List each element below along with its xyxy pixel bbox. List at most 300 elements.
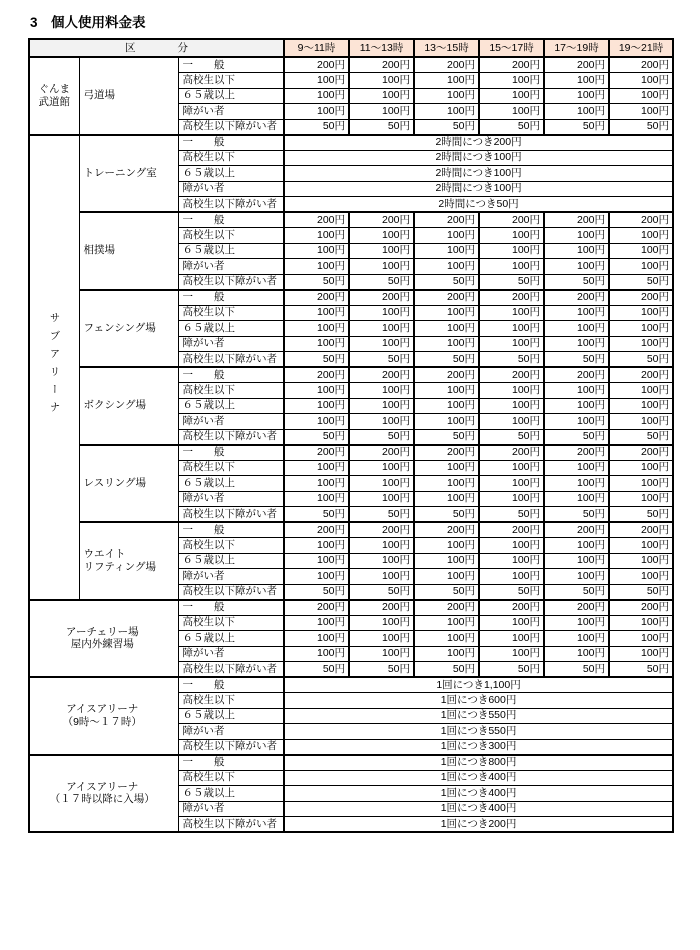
category-label: 高校生以下 <box>178 770 284 786</box>
category-label: 障がい者 <box>178 259 284 275</box>
fee-cell-merged-training-room-3: 2時間につき100円 <box>284 181 673 197</box>
fee-cell-sumo-ring-3-5: 100円 <box>609 259 673 275</box>
category-label: 高校生以下障がい者 <box>178 507 284 523</box>
fee-row-kyudo-range-0 <box>29 57 673 73</box>
fee-cell-wrestling-hall-0-0: 200円 <box>284 445 349 461</box>
fee-cell-merged-ice-arena-after-17-1: 1回につき400円 <box>284 770 673 786</box>
fee-cell-wrestling-hall-4-1: 50円 <box>349 507 414 523</box>
category-label: 高校生以下障がい者 <box>178 662 284 678</box>
fee-cell-wrestling-hall-3-3: 100円 <box>479 491 544 507</box>
fee-cell-fencing-hall-4-3: 50円 <box>479 352 544 368</box>
fee-cell-kyudo-range-3-2: 100円 <box>414 104 479 120</box>
fee-cell-sumo-ring-1-2: 100円 <box>414 228 479 244</box>
category-label: ６５歳以上 <box>178 476 284 492</box>
fee-cell-fencing-hall-4-2: 50円 <box>414 352 479 368</box>
fee-cell-weightlifting-hall-3-0: 100円 <box>284 569 349 585</box>
fee-cell-weightlifting-hall-2-3: 100円 <box>479 553 544 569</box>
group-label-gunma-budokan: ぐんま 武道館 <box>29 57 79 135</box>
fee-cell-sumo-ring-2-5: 100円 <box>609 243 673 259</box>
fee-cell-boxing-hall-1-1: 100円 <box>349 383 414 399</box>
group-label-text: サブアリーナ <box>48 311 61 419</box>
fee-cell-weightlifting-hall-0-2: 200円 <box>414 522 479 538</box>
fee-cell-merged-training-room-4: 2時間につき50円 <box>284 197 673 213</box>
category-label: 障がい者 <box>178 801 284 817</box>
fee-cell-kyudo-range-3-5: 100円 <box>609 104 673 120</box>
fee-cell-weightlifting-hall-0-0: 200円 <box>284 522 349 538</box>
fee-cell-fencing-hall-3-4: 100円 <box>544 336 609 352</box>
fee-cell-archery-practice-range-0-5: 200円 <box>609 600 673 616</box>
category-label: 高校生以下障がい者 <box>178 817 284 833</box>
category-label: 一 般 <box>178 367 284 383</box>
fee-cell-boxing-hall-3-3: 100円 <box>479 414 544 430</box>
fee-cell-sumo-ring-4-1: 50円 <box>349 274 414 290</box>
fee-cell-weightlifting-hall-3-5: 100円 <box>609 569 673 585</box>
facility-label-training-room: トレーニング室 <box>79 135 178 213</box>
fee-cell-sumo-ring-3-0: 100円 <box>284 259 349 275</box>
category-label: 高校生以下 <box>178 305 284 321</box>
category-label: ６５歳以上 <box>178 631 284 647</box>
fee-cell-boxing-hall-3-4: 100円 <box>544 414 609 430</box>
category-label: 高校生以下 <box>178 693 284 709</box>
fee-cell-kyudo-range-2-3: 100円 <box>479 88 544 104</box>
fee-cell-kyudo-range-4-5: 50円 <box>609 119 673 135</box>
fee-cell-weightlifting-hall-0-5: 200円 <box>609 522 673 538</box>
category-label: 障がい者 <box>178 491 284 507</box>
fee-cell-sumo-ring-2-3: 100円 <box>479 243 544 259</box>
fee-cell-archery-practice-range-2-2: 100円 <box>414 631 479 647</box>
fee-cell-weightlifting-hall-1-0: 100円 <box>284 538 349 554</box>
fee-cell-wrestling-hall-2-3: 100円 <box>479 476 544 492</box>
fee-cell-kyudo-range-2-2: 100円 <box>414 88 479 104</box>
fee-row-boxing-hall-0 <box>29 367 673 383</box>
fee-cell-sumo-ring-3-1: 100円 <box>349 259 414 275</box>
category-label: 高校生以下障がい者 <box>178 352 284 368</box>
fee-cell-fencing-hall-0-4: 200円 <box>544 290 609 306</box>
fee-cell-boxing-hall-2-4: 100円 <box>544 398 609 414</box>
category-label: 障がい者 <box>178 104 284 120</box>
category-label: 高校生以下 <box>178 228 284 244</box>
fee-cell-wrestling-hall-1-1: 100円 <box>349 460 414 476</box>
fee-cell-wrestling-hall-3-2: 100円 <box>414 491 479 507</box>
category-label: 一 般 <box>178 212 284 228</box>
fee-cell-fencing-hall-3-5: 100円 <box>609 336 673 352</box>
fee-cell-archery-practice-range-0-1: 200円 <box>349 600 414 616</box>
column-header-timeslot-1: 11～13時 <box>349 39 414 57</box>
fee-cell-boxing-hall-3-0: 100円 <box>284 414 349 430</box>
fee-cell-sumo-ring-2-0: 100円 <box>284 243 349 259</box>
fee-cell-kyudo-range-2-0: 100円 <box>284 88 349 104</box>
fee-cell-weightlifting-hall-1-5: 100円 <box>609 538 673 554</box>
fee-cell-fencing-hall-1-0: 100円 <box>284 305 349 321</box>
fee-cell-weightlifting-hall-3-4: 100円 <box>544 569 609 585</box>
fee-cell-merged-ice-arena-daytime-4: 1回につき300円 <box>284 739 673 755</box>
fee-cell-fencing-hall-1-5: 100円 <box>609 305 673 321</box>
fee-cell-sumo-ring-0-4: 200円 <box>544 212 609 228</box>
fee-cell-sumo-ring-4-3: 50円 <box>479 274 544 290</box>
fee-cell-wrestling-hall-2-2: 100円 <box>414 476 479 492</box>
category-label: 高校生以下 <box>178 538 284 554</box>
category-label: ６５歳以上 <box>178 398 284 414</box>
fee-cell-boxing-hall-1-2: 100円 <box>414 383 479 399</box>
fee-cell-weightlifting-hall-2-4: 100円 <box>544 553 609 569</box>
fee-cell-kyudo-range-4-2: 50円 <box>414 119 479 135</box>
fee-cell-wrestling-hall-4-3: 50円 <box>479 507 544 523</box>
fee-cell-weightlifting-hall-3-3: 100円 <box>479 569 544 585</box>
fee-cell-weightlifting-hall-4-3: 50円 <box>479 584 544 600</box>
fee-cell-weightlifting-hall-0-1: 200円 <box>349 522 414 538</box>
fee-cell-weightlifting-hall-1-3: 100円 <box>479 538 544 554</box>
fee-cell-wrestling-hall-4-0: 50円 <box>284 507 349 523</box>
fee-cell-wrestling-hall-2-5: 100円 <box>609 476 673 492</box>
column-header-timeslot-2: 13～15時 <box>414 39 479 57</box>
fee-cell-wrestling-hall-3-4: 100円 <box>544 491 609 507</box>
category-label: 障がい者 <box>178 414 284 430</box>
fee-cell-archery-practice-range-4-5: 50円 <box>609 662 673 678</box>
fee-cell-archery-practice-range-1-2: 100円 <box>414 615 479 631</box>
fee-cell-fencing-hall-0-2: 200円 <box>414 290 479 306</box>
category-label: 一 般 <box>178 677 284 693</box>
fee-cell-sumo-ring-2-1: 100円 <box>349 243 414 259</box>
fee-cell-sumo-ring-3-4: 100円 <box>544 259 609 275</box>
category-label: ６５歳以上 <box>178 243 284 259</box>
fee-cell-boxing-hall-2-1: 100円 <box>349 398 414 414</box>
fee-cell-wrestling-hall-4-2: 50円 <box>414 507 479 523</box>
fee-cell-archery-practice-range-1-5: 100円 <box>609 615 673 631</box>
category-label: 高校生以下障がい者 <box>178 119 284 135</box>
fee-cell-merged-ice-arena-after-17-3: 1回につき400円 <box>284 801 673 817</box>
fee-cell-wrestling-hall-1-3: 100円 <box>479 460 544 476</box>
fee-cell-archery-practice-range-1-0: 100円 <box>284 615 349 631</box>
fee-cell-merged-training-room-1: 2時間につき100円 <box>284 150 673 166</box>
column-header-category: 区 分 <box>29 39 284 57</box>
fee-cell-boxing-hall-2-5: 100円 <box>609 398 673 414</box>
fee-cell-wrestling-hall-0-1: 200円 <box>349 445 414 461</box>
category-label: 一 般 <box>178 290 284 306</box>
fee-cell-wrestling-hall-4-4: 50円 <box>544 507 609 523</box>
fee-cell-archery-practice-range-3-3: 100円 <box>479 646 544 662</box>
fee-cell-sumo-ring-1-5: 100円 <box>609 228 673 244</box>
category-label: 高校生以下障がい者 <box>178 584 284 600</box>
fee-cell-archery-practice-range-1-1: 100円 <box>349 615 414 631</box>
fee-table-header <box>29 39 673 57</box>
fee-row-archery-practice-range-0 <box>29 600 673 616</box>
fee-cell-boxing-hall-4-0: 50円 <box>284 429 349 445</box>
fee-cell-sumo-ring-0-1: 200円 <box>349 212 414 228</box>
category-label: 高校生以下 <box>178 73 284 89</box>
fee-cell-kyudo-range-0-5: 200円 <box>609 57 673 73</box>
fee-cell-wrestling-hall-0-4: 200円 <box>544 445 609 461</box>
category-label: ６５歳以上 <box>178 786 284 802</box>
fee-cell-merged-ice-arena-daytime-2: 1回につき550円 <box>284 708 673 724</box>
fee-row-training-room-0 <box>29 135 673 151</box>
category-label: 高校生以下 <box>178 150 284 166</box>
fee-cell-kyudo-range-1-4: 100円 <box>544 73 609 89</box>
category-label: 一 般 <box>178 135 284 151</box>
fee-cell-fencing-hall-3-0: 100円 <box>284 336 349 352</box>
fee-cell-fencing-hall-0-3: 200円 <box>479 290 544 306</box>
fee-cell-fencing-hall-0-1: 200円 <box>349 290 414 306</box>
fee-cell-wrestling-hall-2-0: 100円 <box>284 476 349 492</box>
fee-cell-wrestling-hall-3-1: 100円 <box>349 491 414 507</box>
fee-cell-kyudo-range-2-4: 100円 <box>544 88 609 104</box>
fee-cell-boxing-hall-1-0: 100円 <box>284 383 349 399</box>
fee-cell-kyudo-range-3-0: 100円 <box>284 104 349 120</box>
fee-cell-weightlifting-hall-1-1: 100円 <box>349 538 414 554</box>
fee-cell-sumo-ring-2-4: 100円 <box>544 243 609 259</box>
fee-row-fencing-hall-0 <box>29 290 673 306</box>
category-label: 高校生以下 <box>178 615 284 631</box>
fee-table <box>28 38 674 833</box>
category-label: 障がい者 <box>178 569 284 585</box>
fee-cell-fencing-hall-2-0: 100円 <box>284 321 349 337</box>
fee-cell-kyudo-range-3-3: 100円 <box>479 104 544 120</box>
fee-cell-fencing-hall-1-3: 100円 <box>479 305 544 321</box>
fee-cell-boxing-hall-1-5: 100円 <box>609 383 673 399</box>
category-label: 一 般 <box>178 522 284 538</box>
fee-cell-archery-practice-range-3-2: 100円 <box>414 646 479 662</box>
facility-label-ice-arena-daytime: アイスアリーナ （9時～１７時） <box>29 677 178 755</box>
fee-cell-sumo-ring-1-4: 100円 <box>544 228 609 244</box>
category-label: 一 般 <box>178 57 284 73</box>
fee-cell-wrestling-hall-0-5: 200円 <box>609 445 673 461</box>
fee-cell-archery-practice-range-4-4: 50円 <box>544 662 609 678</box>
fee-cell-archery-practice-range-0-0: 200円 <box>284 600 349 616</box>
fee-cell-wrestling-hall-4-5: 50円 <box>609 507 673 523</box>
fee-cell-archery-practice-range-4-1: 50円 <box>349 662 414 678</box>
fee-cell-boxing-hall-0-2: 200円 <box>414 367 479 383</box>
fee-cell-kyudo-range-0-4: 200円 <box>544 57 609 73</box>
fee-cell-boxing-hall-4-3: 50円 <box>479 429 544 445</box>
fee-cell-weightlifting-hall-1-2: 100円 <box>414 538 479 554</box>
category-label: 一 般 <box>178 445 284 461</box>
fee-cell-weightlifting-hall-4-5: 50円 <box>609 584 673 600</box>
fee-cell-sumo-ring-0-0: 200円 <box>284 212 349 228</box>
facility-label-sumo-ring: 相撲場 <box>79 212 178 290</box>
fee-cell-archery-practice-range-4-2: 50円 <box>414 662 479 678</box>
category-label: 高校生以下障がい者 <box>178 429 284 445</box>
fee-cell-weightlifting-hall-0-3: 200円 <box>479 522 544 538</box>
group-label-sub-arena <box>29 135 79 600</box>
fee-cell-archery-practice-range-1-3: 100円 <box>479 615 544 631</box>
fee-cell-kyudo-range-1-2: 100円 <box>414 73 479 89</box>
fee-cell-kyudo-range-2-5: 100円 <box>609 88 673 104</box>
fee-cell-kyudo-range-1-1: 100円 <box>349 73 414 89</box>
fee-cell-kyudo-range-0-0: 200円 <box>284 57 349 73</box>
fee-cell-archery-practice-range-2-1: 100円 <box>349 631 414 647</box>
facility-label-wrestling-hall: レスリング場 <box>79 445 178 523</box>
fee-cell-fencing-hall-2-1: 100円 <box>349 321 414 337</box>
fee-cell-archery-practice-range-1-4: 100円 <box>544 615 609 631</box>
fee-cell-merged-ice-arena-daytime-0: 1回につき1,100円 <box>284 677 673 693</box>
fee-cell-wrestling-hall-1-2: 100円 <box>414 460 479 476</box>
fee-cell-kyudo-range-4-0: 50円 <box>284 119 349 135</box>
facility-label-weightlifting-hall: ウエイト リフティング場 <box>79 522 178 600</box>
fee-cell-sumo-ring-4-4: 50円 <box>544 274 609 290</box>
category-label: 高校生以下 <box>178 460 284 476</box>
fee-cell-archery-practice-range-0-2: 200円 <box>414 600 479 616</box>
fee-cell-fencing-hall-1-2: 100円 <box>414 305 479 321</box>
fee-cell-merged-training-room-2: 2時間につき100円 <box>284 166 673 182</box>
fee-cell-fencing-hall-4-1: 50円 <box>349 352 414 368</box>
fee-cell-kyudo-range-0-2: 200円 <box>414 57 479 73</box>
category-label: 障がい者 <box>178 724 284 740</box>
fee-cell-fencing-hall-2-5: 100円 <box>609 321 673 337</box>
fee-cell-wrestling-hall-3-5: 100円 <box>609 491 673 507</box>
fee-cell-sumo-ring-1-3: 100円 <box>479 228 544 244</box>
fee-cell-fencing-hall-1-1: 100円 <box>349 305 414 321</box>
category-label: 障がい者 <box>178 646 284 662</box>
fee-cell-kyudo-range-3-1: 100円 <box>349 104 414 120</box>
fee-cell-fencing-hall-4-5: 50円 <box>609 352 673 368</box>
fee-cell-boxing-hall-2-2: 100円 <box>414 398 479 414</box>
fee-cell-wrestling-hall-1-4: 100円 <box>544 460 609 476</box>
fee-cell-archery-practice-range-4-3: 50円 <box>479 662 544 678</box>
fee-cell-sumo-ring-4-5: 50円 <box>609 274 673 290</box>
fee-cell-weightlifting-hall-3-2: 100円 <box>414 569 479 585</box>
fee-cell-fencing-hall-3-1: 100円 <box>349 336 414 352</box>
fee-cell-weightlifting-hall-0-4: 200円 <box>544 522 609 538</box>
fee-cell-weightlifting-hall-4-1: 50円 <box>349 584 414 600</box>
fee-cell-boxing-hall-1-3: 100円 <box>479 383 544 399</box>
fee-row-ice-arena-daytime-0 <box>29 677 673 693</box>
category-label: ６５歳以上 <box>178 88 284 104</box>
fee-cell-boxing-hall-0-0: 200円 <box>284 367 349 383</box>
fee-cell-weightlifting-hall-2-1: 100円 <box>349 553 414 569</box>
fee-cell-weightlifting-hall-2-0: 100円 <box>284 553 349 569</box>
category-label: ６５歳以上 <box>178 321 284 337</box>
fee-cell-sumo-ring-4-0: 50円 <box>284 274 349 290</box>
fee-cell-boxing-hall-2-3: 100円 <box>479 398 544 414</box>
fee-cell-boxing-hall-4-1: 50円 <box>349 429 414 445</box>
category-label: ６５歳以上 <box>178 708 284 724</box>
category-label: 障がい者 <box>178 181 284 197</box>
fee-cell-sumo-ring-3-2: 100円 <box>414 259 479 275</box>
fee-cell-fencing-hall-0-5: 200円 <box>609 290 673 306</box>
fee-cell-boxing-hall-0-3: 200円 <box>479 367 544 383</box>
fee-cell-wrestling-hall-3-0: 100円 <box>284 491 349 507</box>
fee-cell-wrestling-hall-2-1: 100円 <box>349 476 414 492</box>
fee-cell-boxing-hall-0-1: 200円 <box>349 367 414 383</box>
fee-cell-fencing-hall-0-0: 200円 <box>284 290 349 306</box>
fee-cell-sumo-ring-1-0: 100円 <box>284 228 349 244</box>
fee-cell-fencing-hall-1-4: 100円 <box>544 305 609 321</box>
category-label: 障がい者 <box>178 336 284 352</box>
fee-cell-merged-training-room-0: 2時間につき200円 <box>284 135 673 151</box>
column-header-timeslot-4: 17～19時 <box>544 39 609 57</box>
facility-label-archery-practice-range: アーチェリー場 屋内外練習場 <box>29 600 178 678</box>
facility-label-boxing-hall: ボクシング場 <box>79 367 178 445</box>
fee-cell-boxing-hall-3-5: 100円 <box>609 414 673 430</box>
fee-cell-weightlifting-hall-2-2: 100円 <box>414 553 479 569</box>
fee-cell-archery-practice-range-3-1: 100円 <box>349 646 414 662</box>
fee-cell-wrestling-hall-2-4: 100円 <box>544 476 609 492</box>
page-title: 3 個人使用料金表 <box>30 15 146 30</box>
fee-cell-merged-ice-arena-after-17-2: 1回につき400円 <box>284 786 673 802</box>
category-label: 高校生以下障がい者 <box>178 739 284 755</box>
category-label: 高校生以下障がい者 <box>178 274 284 290</box>
fee-cell-kyudo-range-0-3: 200円 <box>479 57 544 73</box>
category-label: 一 般 <box>178 755 284 771</box>
column-header-timeslot-0: 9～11時 <box>284 39 349 57</box>
fee-cell-kyudo-range-2-1: 100円 <box>349 88 414 104</box>
fee-cell-fencing-hall-4-0: 50円 <box>284 352 349 368</box>
fee-cell-boxing-hall-1-4: 100円 <box>544 383 609 399</box>
fee-cell-archery-practice-range-3-4: 100円 <box>544 646 609 662</box>
fee-cell-archery-practice-range-2-4: 100円 <box>544 631 609 647</box>
fee-cell-archery-practice-range-3-0: 100円 <box>284 646 349 662</box>
fee-cell-weightlifting-hall-4-2: 50円 <box>414 584 479 600</box>
fee-cell-boxing-hall-2-0: 100円 <box>284 398 349 414</box>
fee-cell-sumo-ring-3-3: 100円 <box>479 259 544 275</box>
fee-cell-kyudo-range-4-3: 50円 <box>479 119 544 135</box>
fee-cell-boxing-hall-4-5: 50円 <box>609 429 673 445</box>
fee-cell-archery-practice-range-2-0: 100円 <box>284 631 349 647</box>
category-label: 高校生以下 <box>178 383 284 399</box>
fee-cell-boxing-hall-4-4: 50円 <box>544 429 609 445</box>
fee-row-wrestling-hall-0 <box>29 445 673 461</box>
fee-cell-kyudo-range-4-1: 50円 <box>349 119 414 135</box>
fee-cell-archery-practice-range-3-5: 100円 <box>609 646 673 662</box>
fee-cell-fencing-hall-4-4: 50円 <box>544 352 609 368</box>
fee-cell-sumo-ring-0-2: 200円 <box>414 212 479 228</box>
category-label: ６５歳以上 <box>178 166 284 182</box>
fee-cell-fencing-hall-3-3: 100円 <box>479 336 544 352</box>
fee-cell-merged-ice-arena-after-17-0: 1回につき800円 <box>284 755 673 771</box>
fee-cell-weightlifting-hall-4-4: 50円 <box>544 584 609 600</box>
fee-cell-boxing-hall-0-5: 200円 <box>609 367 673 383</box>
fee-cell-archery-practice-range-2-5: 100円 <box>609 631 673 647</box>
fee-cell-wrestling-hall-0-2: 200円 <box>414 445 479 461</box>
fee-cell-wrestling-hall-1-5: 100円 <box>609 460 673 476</box>
fee-cell-archery-practice-range-0-3: 200円 <box>479 600 544 616</box>
fee-cell-merged-ice-arena-after-17-4: 1回につき200円 <box>284 817 673 833</box>
fee-cell-sumo-ring-4-2: 50円 <box>414 274 479 290</box>
fee-table-body <box>29 57 673 832</box>
fee-cell-fencing-hall-2-4: 100円 <box>544 321 609 337</box>
fee-cell-sumo-ring-0-3: 200円 <box>479 212 544 228</box>
fee-cell-weightlifting-hall-1-4: 100円 <box>544 538 609 554</box>
fee-cell-weightlifting-hall-4-0: 50円 <box>284 584 349 600</box>
fee-cell-fencing-hall-2-2: 100円 <box>414 321 479 337</box>
fee-cell-archery-practice-range-2-3: 100円 <box>479 631 544 647</box>
fee-row-weightlifting-hall-0 <box>29 522 673 538</box>
fee-cell-kyudo-range-0-1: 200円 <box>349 57 414 73</box>
fee-row-sumo-ring-0 <box>29 212 673 228</box>
fee-cell-archery-practice-range-0-4: 200円 <box>544 600 609 616</box>
fee-cell-weightlifting-hall-2-5: 100円 <box>609 553 673 569</box>
fee-cell-merged-ice-arena-daytime-1: 1回につき600円 <box>284 693 673 709</box>
fee-cell-boxing-hall-0-4: 200円 <box>544 367 609 383</box>
fee-cell-kyudo-range-1-3: 100円 <box>479 73 544 89</box>
category-label: ６５歳以上 <box>178 553 284 569</box>
fee-cell-sumo-ring-2-2: 100円 <box>414 243 479 259</box>
fee-cell-wrestling-hall-1-0: 100円 <box>284 460 349 476</box>
fee-cell-merged-ice-arena-daytime-3: 1回につき550円 <box>284 724 673 740</box>
facility-label-ice-arena-after-17: アイスアリーナ （１７時以降に入場） <box>29 755 178 833</box>
fee-cell-weightlifting-hall-3-1: 100円 <box>349 569 414 585</box>
facility-label-kyudo-range: 弓道場 <box>79 57 178 135</box>
fee-cell-fencing-hall-2-3: 100円 <box>479 321 544 337</box>
fee-cell-kyudo-range-3-4: 100円 <box>544 104 609 120</box>
fee-cell-boxing-hall-3-1: 100円 <box>349 414 414 430</box>
fee-cell-sumo-ring-0-5: 200円 <box>609 212 673 228</box>
fee-cell-boxing-hall-3-2: 100円 <box>414 414 479 430</box>
fee-cell-boxing-hall-4-2: 50円 <box>414 429 479 445</box>
facility-label-fencing-hall: フェンシング場 <box>79 290 178 368</box>
fee-cell-sumo-ring-1-1: 100円 <box>349 228 414 244</box>
category-label: 高校生以下障がい者 <box>178 197 284 213</box>
fee-cell-wrestling-hall-0-3: 200円 <box>479 445 544 461</box>
